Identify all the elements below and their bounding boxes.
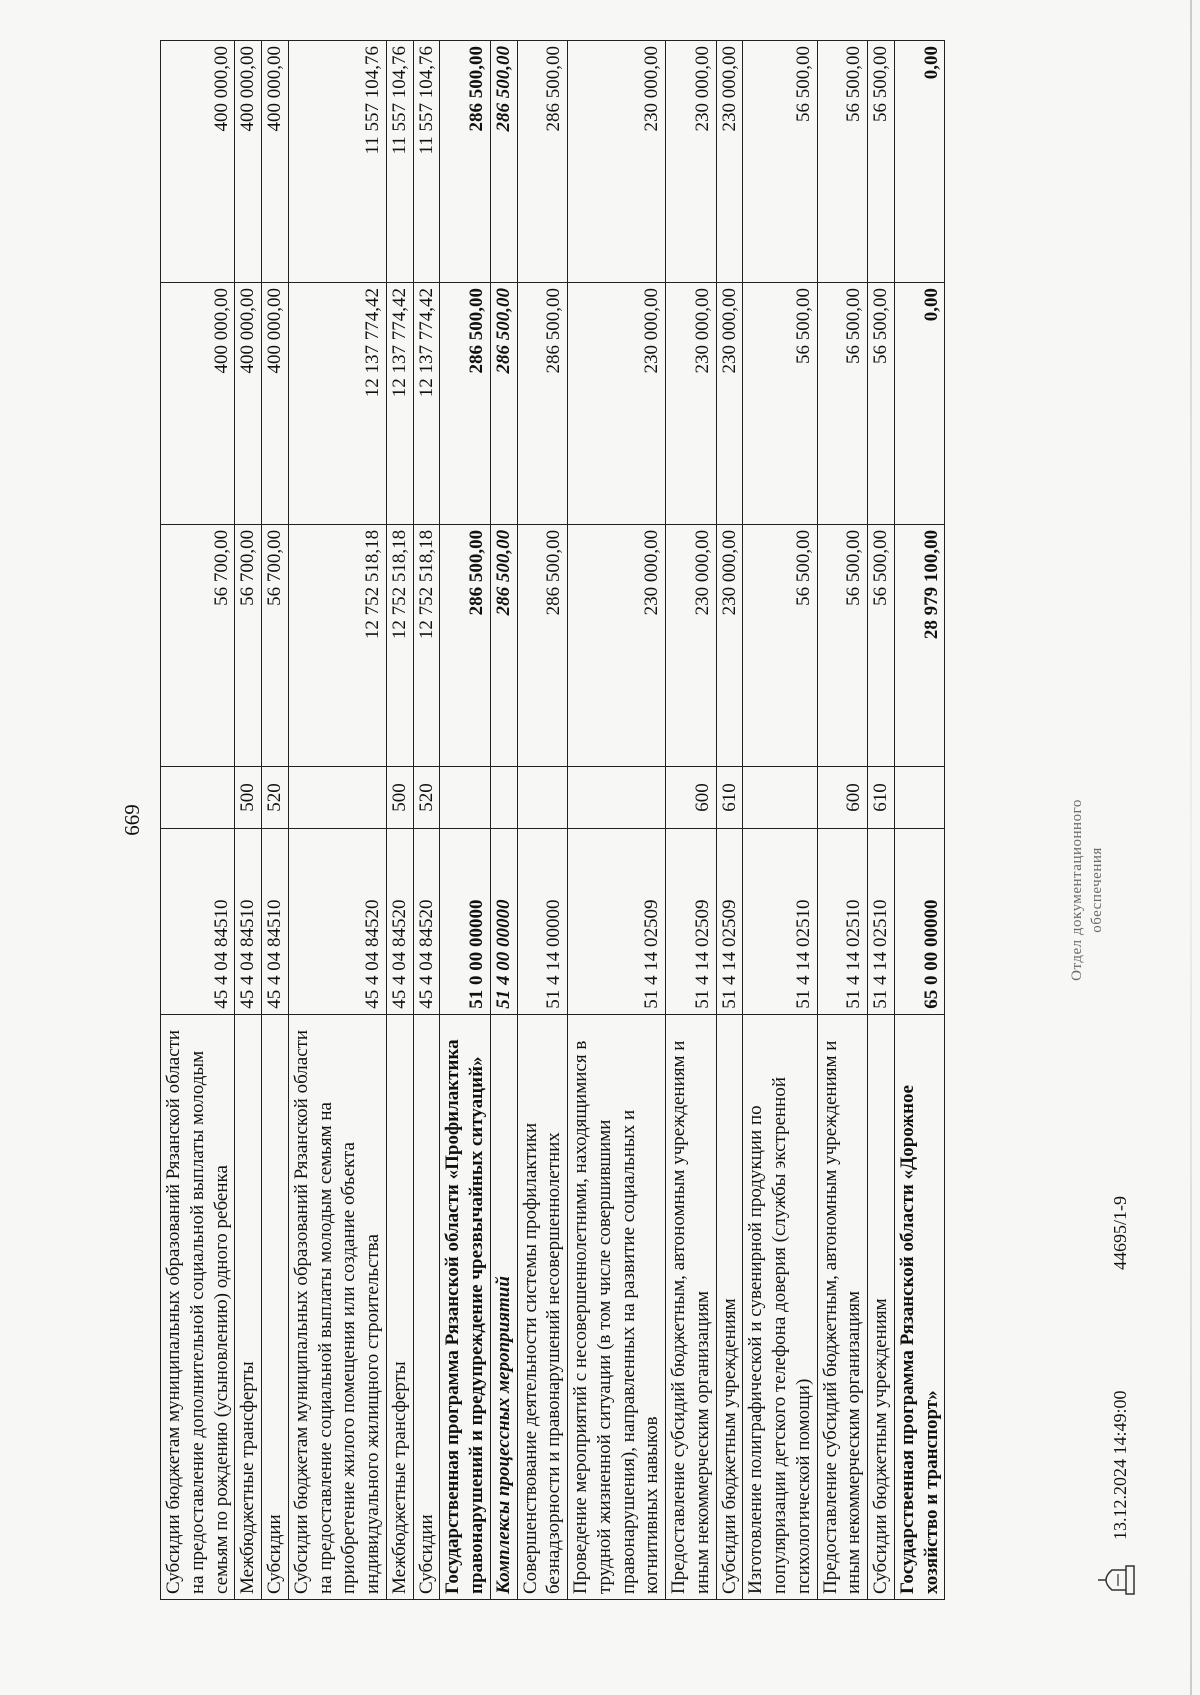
row-kvr-cell: 500 xyxy=(386,766,413,829)
row-value-2024-cell: 56 700,00 xyxy=(235,524,262,766)
row-value-2025-cell: 286 500,00 xyxy=(490,282,517,524)
row-value-2026-cell: 286 500,00 xyxy=(490,41,517,283)
table-row xyxy=(288,41,386,1600)
table-row xyxy=(440,41,491,1600)
row-name-cell: Субсидии xyxy=(262,1014,289,1599)
row-name-cell: Субсидии бюджетам муниципальных образований Рязанской области на предоставление социальной выплаты молодым семьям на приобретение жилого помещения или создание объекта индивидуального жилищного строительства xyxy=(288,1014,386,1599)
row-kvr-cell: 600 xyxy=(666,766,717,829)
row-value-2026-cell: 11 557 104,76 xyxy=(413,41,440,283)
row-value-2024-cell: 286 500,00 xyxy=(517,524,568,766)
row-value-2025-cell: 12 137 774,42 xyxy=(413,282,440,524)
row-kvr-cell xyxy=(490,766,517,829)
row-value-2026-cell: 400 000,00 xyxy=(235,41,262,283)
footer-doc-number: 44695/1-9 xyxy=(1110,1196,1130,1270)
row-value-2024-cell: 230 000,00 xyxy=(716,524,743,766)
table-row xyxy=(262,41,289,1600)
row-value-2025-cell: 230 000,00 xyxy=(568,282,666,524)
row-kvr-cell xyxy=(517,766,568,829)
row-value-2026-cell: 230 000,00 xyxy=(666,41,717,283)
table-row xyxy=(666,41,717,1600)
row-value-2026-cell: 400 000,00 xyxy=(262,41,289,283)
row-value-2026-cell: 230 000,00 xyxy=(716,41,743,283)
row-value-2026-cell: 56 500,00 xyxy=(743,41,817,283)
table-row xyxy=(568,41,666,1600)
footer-date: 13.12.2024 14:49:00 xyxy=(1110,1390,1130,1540)
table-row xyxy=(490,41,517,1600)
row-name-cell: Субсидии бюджетным учреждениям xyxy=(868,1014,895,1599)
row-value-2025-cell: 12 137 774,42 xyxy=(288,282,386,524)
table-row xyxy=(413,41,440,1600)
row-value-2025-cell: 56 500,00 xyxy=(817,282,868,524)
department-stamp-line1: Отдел документационного xyxy=(1069,799,1085,981)
row-value-2024-cell: 56 500,00 xyxy=(743,524,817,766)
budget-table-body xyxy=(161,41,945,1600)
row-kvr-cell xyxy=(440,766,491,829)
row-value-2024-cell: 230 000,00 xyxy=(568,524,666,766)
row-value-2026-cell: 56 500,00 xyxy=(868,41,895,283)
row-value-2026-cell: 230 000,00 xyxy=(568,41,666,283)
row-name-cell: Предоставление субсидий бюджетным, автономным учреждениям и иным некоммерческим организациям xyxy=(817,1014,868,1599)
row-kvr-cell: 610 xyxy=(868,766,895,829)
row-code-cell: 51 4 14 00000 xyxy=(517,829,568,1015)
row-value-2024-cell: 286 500,00 xyxy=(440,524,491,766)
row-value-2024-cell: 56 700,00 xyxy=(161,524,235,766)
row-kvr-cell: 600 xyxy=(817,766,868,829)
row-kvr-cell xyxy=(894,766,945,829)
table-row xyxy=(743,41,817,1600)
row-code-cell: 51 4 14 02509 xyxy=(666,829,717,1015)
table-row xyxy=(894,41,945,1600)
row-code-cell: 51 4 00 00000 xyxy=(490,829,517,1015)
row-kvr-cell xyxy=(161,766,235,829)
row-code-cell: 45 4 04 84510 xyxy=(262,829,289,1015)
table-row xyxy=(868,41,895,1600)
row-value-2024-cell: 12 752 518,18 xyxy=(413,524,440,766)
scan-edge xyxy=(1190,0,1192,1695)
row-value-2024-cell: 12 752 518,18 xyxy=(386,524,413,766)
row-kvr-cell: 500 xyxy=(235,766,262,829)
row-code-cell: 45 4 04 84510 xyxy=(235,829,262,1015)
row-value-2026-cell: 0,00 xyxy=(894,41,945,283)
row-value-2024-cell: 28 979 100,00 xyxy=(894,524,945,766)
row-kvr-cell: 520 xyxy=(413,766,440,829)
row-name-cell: Межбюджетные трансферты xyxy=(235,1014,262,1599)
row-code-cell: 45 4 04 84520 xyxy=(386,829,413,1015)
row-name-cell: Предоставление субсидий бюджетным, автономным учреждениям и иным некоммерческим организациям xyxy=(666,1014,717,1599)
department-stamp xyxy=(1068,770,1107,1010)
row-value-2024-cell: 56 700,00 xyxy=(262,524,289,766)
table-row xyxy=(235,41,262,1600)
table-row xyxy=(386,41,413,1600)
row-name-cell: Государственная программа Рязанской области «Дорожное хозяйство и транспорт» xyxy=(894,1014,945,1599)
row-value-2025-cell: 12 137 774,42 xyxy=(386,282,413,524)
row-value-2025-cell: 286 500,00 xyxy=(517,282,568,524)
row-value-2025-cell: 0,00 xyxy=(894,282,945,524)
row-code-cell: 45 4 04 84520 xyxy=(288,829,386,1015)
row-value-2025-cell: 230 000,00 xyxy=(666,282,717,524)
row-code-cell: 51 0 00 00000 xyxy=(440,829,491,1015)
row-name-cell: Субсидии xyxy=(413,1014,440,1599)
row-code-cell: 45 4 04 84510 xyxy=(161,829,235,1015)
row-value-2026-cell: 400 000,00 xyxy=(161,41,235,283)
row-name-cell: Проведение мероприятий с несовершеннолетними, находящимися в трудной жизненной ситуации (в том числе совершившими правонарушения), направленных на развитие социальных и когнитивных навыков xyxy=(568,1014,666,1599)
row-value-2025-cell: 230 000,00 xyxy=(716,282,743,524)
page-footer xyxy=(1020,40,1180,1600)
row-kvr-cell: 610 xyxy=(716,766,743,829)
row-value-2025-cell: 286 500,00 xyxy=(440,282,491,524)
row-code-cell: 51 4 14 02510 xyxy=(868,829,895,1015)
row-code-cell: 45 4 04 84520 xyxy=(413,829,440,1015)
row-value-2026-cell: 286 500,00 xyxy=(517,41,568,283)
row-name-cell: Совершенствование деятельности системы профилактики безнадзорности и правонарушений несовершеннолетних xyxy=(517,1014,568,1599)
row-name-cell: Субсидии бюджетам муниципальных образований Рязанской области на предоставление дополнительной социальной выплаты молодым семьям по рождению (усыновлению) одного ребенка xyxy=(161,1014,235,1599)
row-value-2025-cell: 400 000,00 xyxy=(235,282,262,524)
budget-table xyxy=(160,40,945,1600)
row-value-2026-cell: 11 557 104,76 xyxy=(386,41,413,283)
row-value-2024-cell: 12 752 518,18 xyxy=(288,524,386,766)
row-kvr-cell xyxy=(743,766,817,829)
row-value-2024-cell: 286 500,00 xyxy=(490,524,517,766)
table-row xyxy=(161,41,235,1600)
row-code-cell: 65 0 00 00000 xyxy=(894,829,945,1015)
row-value-2024-cell: 56 500,00 xyxy=(817,524,868,766)
row-name-cell: Государственная программа Рязанской области «Профилактика правонарушений и предупреждение чрезвычайных ситуаций» xyxy=(440,1014,491,1599)
row-code-cell: 51 4 14 02510 xyxy=(817,829,868,1015)
row-code-cell: 51 4 14 02510 xyxy=(743,829,817,1015)
row-value-2026-cell: 56 500,00 xyxy=(817,41,868,283)
row-code-cell: 51 4 14 02509 xyxy=(568,829,666,1015)
table-row xyxy=(716,41,743,1600)
table-row xyxy=(517,41,568,1600)
row-kvr-cell xyxy=(288,766,386,829)
table-row xyxy=(817,41,868,1600)
row-name-cell: Субсидии бюджетным учреждениям xyxy=(716,1014,743,1599)
row-value-2026-cell: 11 557 104,76 xyxy=(288,41,386,283)
row-name-cell: Межбюджетные трансферты xyxy=(386,1014,413,1599)
row-kvr-cell: 520 xyxy=(262,766,289,829)
row-code-cell: 51 4 14 02509 xyxy=(716,829,743,1015)
row-value-2025-cell: 400 000,00 xyxy=(262,282,289,524)
row-name-cell: Комплексы процессных мероприятий xyxy=(490,1014,517,1599)
row-value-2025-cell: 56 500,00 xyxy=(743,282,817,524)
emblem-icon xyxy=(1092,1560,1140,1600)
row-value-2024-cell: 56 500,00 xyxy=(868,524,895,766)
rotated-sheet xyxy=(120,40,1180,1600)
row-name-cell: Изготовление полиграфической и сувенирной продукции по популяризации детского телефона доверия (службы экстренной психологической помощи) xyxy=(743,1014,817,1599)
row-value-2025-cell: 56 500,00 xyxy=(868,282,895,524)
page-number: 669 xyxy=(120,804,144,836)
row-value-2025-cell: 400 000,00 xyxy=(161,282,235,524)
department-stamp-line2: обеспечения xyxy=(1088,847,1105,933)
row-value-2026-cell: 286 500,00 xyxy=(440,41,491,283)
row-value-2024-cell: 230 000,00 xyxy=(666,524,717,766)
row-kvr-cell xyxy=(568,766,666,829)
